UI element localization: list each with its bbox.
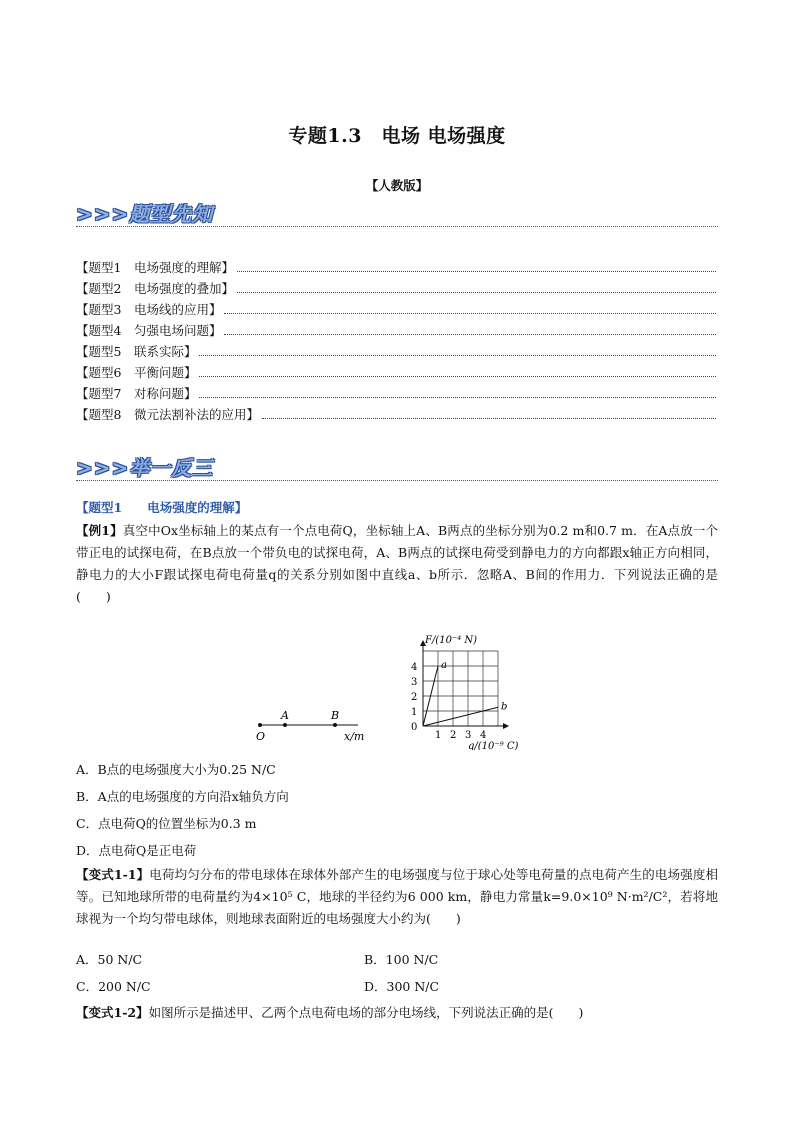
toc-item[interactable] (76, 279, 716, 297)
y-tick-label: 1 (411, 707, 418, 718)
toc-label: 【题型1 电场强度的理解】 (76, 260, 234, 275)
variant-text: 电荷均匀分布的带电球体在球体外部产生的电场强度与位于球心处等电荷量的点电荷产生的电场强度相等。已知地球所带的电荷量约为4×10⁵ C，地球的半径约为6 000 km，静电力常量k=9.0×10⁹ N·m²/C²，若将地球视为一个均匀带电球体，则地球表面附近的电场强度大小约为( ) (76, 867, 718, 926)
point-a-dot (283, 723, 287, 727)
x-axis-label: q/(10⁻⁹ C) (468, 741, 519, 750)
option-d[interactable]: D．300 N/C (364, 979, 440, 994)
point-b-dot (333, 723, 337, 727)
x-axis-arrow (503, 723, 509, 729)
toc-label: 【题型5 联系实际】 (76, 344, 197, 359)
toc-label: 【题型3 电场线的应用】 (76, 302, 222, 317)
option-c[interactable]: C．200 N/C (76, 979, 151, 994)
edition-label: 【人教版】 (365, 178, 429, 193)
y-axis-label: F/(10⁻⁴ N) (425, 635, 478, 646)
toc-label: 【题型7 对称问题】 (76, 386, 197, 401)
toc-label: 【题型6 平衡问题】 (76, 365, 197, 380)
variant-text: 如图所示是描述甲、乙两个点电荷电场的部分电场线，下列说法正确的是( ) (148, 1005, 584, 1020)
option-d[interactable]: D．点电荷Q是正电荷 (76, 843, 197, 858)
toc-leader (237, 283, 716, 293)
origin-dot (258, 723, 262, 727)
toc-label: 【题型4 匀强电场问题】 (76, 323, 222, 338)
option-c[interactable]: C．点电荷Q的位置坐标为0.3 m (76, 816, 257, 831)
toc-leader (224, 325, 716, 335)
toc-leader (224, 304, 716, 314)
x-tick-label: 1 (435, 730, 442, 741)
axis-figure (250, 700, 370, 745)
practice-banner: >>>举一反三 (76, 456, 214, 480)
option-b[interactable]: B．100 N/C (364, 952, 439, 967)
toc-leader (237, 262, 716, 272)
point-a-label: A (281, 709, 289, 722)
example-1 (76, 520, 718, 608)
toc-item[interactable] (76, 405, 716, 423)
toc-label: 【题型2 电场强度的叠加】 (76, 281, 234, 296)
variant-label: 【变式1-1】 (76, 867, 150, 882)
x-tick-label: 3 (465, 730, 472, 741)
variant-1-1 (76, 864, 718, 930)
toc-item[interactable] (76, 363, 716, 381)
toc-item[interactable] (76, 258, 716, 276)
toc-leader (262, 409, 716, 419)
banner-divider (76, 480, 718, 481)
y-tick-label: 2 (411, 692, 418, 703)
toc-label: 【题型8 微元法割补法的应用】 (76, 407, 259, 422)
series-label-b: b (501, 701, 508, 713)
toc-item[interactable] (76, 384, 716, 402)
example-label: 【例1】 (76, 523, 123, 538)
page-title: 专题1.3 电场 电场强度 (288, 125, 506, 147)
series-label-a: a (441, 660, 447, 671)
origin-label: 0 (411, 722, 418, 733)
x-tick-label: 4 (480, 730, 487, 741)
origin-label: O (256, 730, 266, 743)
point-b-label: B (331, 709, 340, 722)
toc-item[interactable] (76, 342, 716, 360)
toc-leader (199, 367, 716, 377)
y-tick-label: 4 (411, 662, 418, 673)
toc-item[interactable] (76, 300, 716, 318)
y-tick-label: 3 (411, 677, 418, 688)
axis-label: x/m (344, 730, 365, 743)
f-q-chart (405, 630, 555, 750)
toc-item[interactable] (76, 321, 716, 339)
option-b[interactable]: B．A点的电场强度的方向沿x轴负方向 (76, 789, 289, 804)
banner-divider (76, 226, 718, 227)
preview-banner: >>>题型先知 (76, 202, 214, 226)
section-heading: 【题型1 电场强度的理解】 (76, 500, 248, 515)
example-text: 真空中Ox坐标轴上的某点有一个点电荷Q，坐标轴上A、B两点的坐标分别为0.2 m和0.7 m．在A点放一个带正电的试探电荷，在B点放一个带负电的试探电荷，A、B两点的试探电荷受到静电力的方向都跟x轴正方向相同，静电力的大小F跟试探电荷电荷量q的关系分别如图中直线a、b所示．忽略A、B间的作用力．下列说法正确的是( ) (76, 523, 718, 604)
series-line-b (423, 707, 498, 726)
x-tick-label: 2 (450, 730, 457, 741)
toc-leader (199, 346, 716, 356)
toc-leader (199, 388, 716, 398)
option-a[interactable]: A．50 N/C (76, 952, 143, 967)
variant-1-2 (76, 1002, 718, 1024)
option-a[interactable]: A．B点的电场强度大小为0.25 N/C (76, 762, 276, 777)
variant-label: 【变式1-2】 (76, 1005, 149, 1020)
